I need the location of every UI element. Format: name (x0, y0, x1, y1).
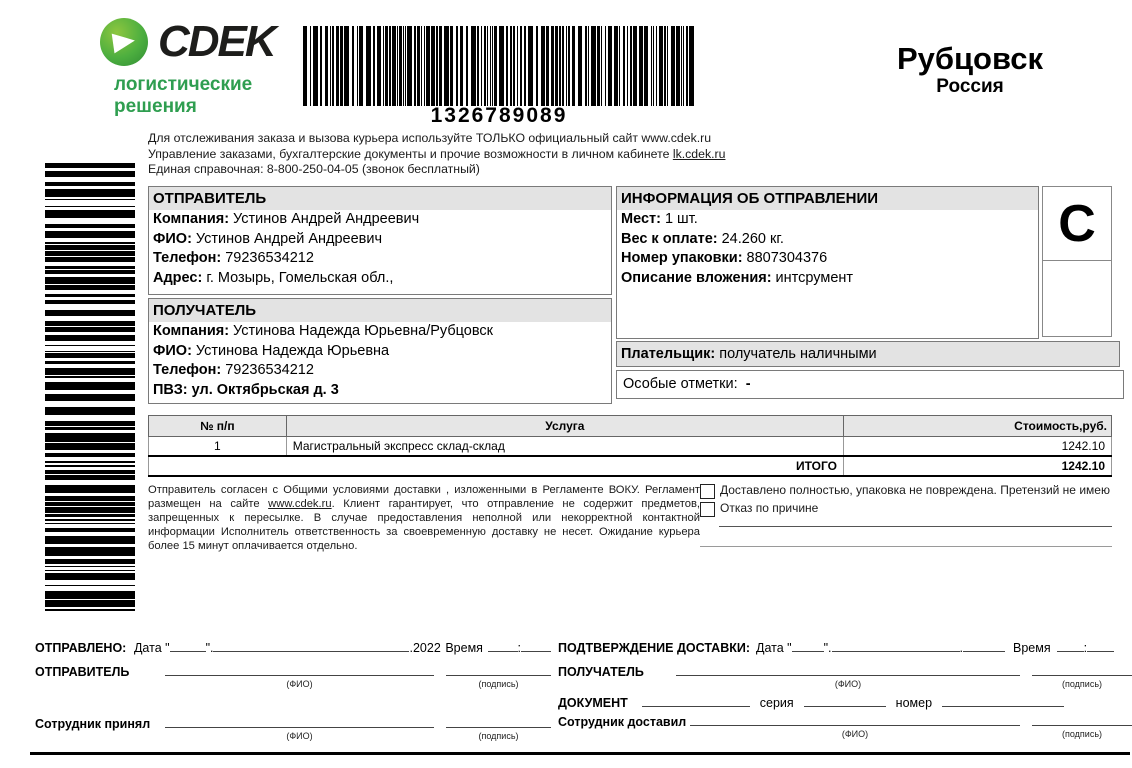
fio-caption: (ФИО) (841, 729, 869, 739)
side-barcode (45, 163, 135, 611)
recipient-signature-captions (676, 679, 1132, 689)
brand-text: CDEK (158, 17, 275, 66)
recipient-title: ПОЛУЧАТЕЛЬ (149, 299, 611, 322)
recipient-pvz-row: ПВЗ: ул. Октябрьская д. 3 (153, 381, 339, 398)
recipient-box (148, 298, 612, 404)
payer-label: Плательщик: (621, 346, 716, 362)
notice-block (148, 131, 848, 178)
fio-caption: (ФИО) (834, 679, 862, 689)
series-blank[interactable] (804, 693, 886, 707)
staff-received-fio-line[interactable] (165, 714, 434, 728)
date-day-blank[interactable] (170, 638, 206, 652)
sender-fio-line[interactable] (165, 662, 434, 676)
col-header-service: Услуга (286, 416, 843, 437)
delivery-confirmation-block (700, 483, 1112, 547)
sender-signature-row (35, 662, 551, 679)
special-marks-label: Особые отметки: (623, 376, 738, 392)
series-label: серия (759, 696, 794, 710)
total-label: ИТОГО (149, 456, 844, 476)
service-num: 1 (149, 437, 287, 457)
notice-line-cabinet: Управление заказами, бухгалтерские документы и прочие возможности в личном кабинете lk.cdek.ru (148, 146, 726, 161)
fio-caption: (ФИО) (286, 679, 313, 689)
dispatched-section (35, 638, 551, 741)
sender-signature-label: ОТПРАВИТЕЛЬ (35, 665, 130, 679)
destination-city: Рубцовск (896, 41, 1044, 76)
date-month-blank[interactable] (213, 638, 409, 652)
staff-received-label: Сотрудник принял (35, 717, 151, 731)
cdek-logo (100, 18, 275, 118)
payer-value: получатель наличными (719, 346, 877, 362)
dispatched-label: ОТПРАВЛЕНО: (35, 641, 127, 655)
cdek-globe-icon (100, 18, 148, 66)
refusal-check-row (700, 501, 1112, 517)
delivery-proof-section (558, 638, 1132, 739)
service-name: Магистральный экспресс склад-склад (286, 437, 843, 457)
delivery-date-year-blank[interactable] (963, 638, 1005, 652)
delivery-time-hh-blank[interactable] (1057, 638, 1084, 652)
table-header-row (149, 416, 1112, 437)
delivered-check-row (700, 483, 1112, 499)
package-number-row: Номер упаковки: 8807304376 (621, 250, 828, 266)
recipient-fio-line[interactable] (676, 662, 1020, 676)
bottom-divider (30, 752, 1130, 755)
notice-line-hotline: Единая справочная: 8-800-250-04-05 (звонок бесплатный) (148, 162, 480, 177)
number-label: номер (895, 696, 933, 710)
document-row (558, 693, 1132, 710)
staff-delivered-label: Сотрудник доставил (558, 715, 687, 729)
total-row (149, 456, 1112, 476)
staff-received-row (35, 714, 551, 731)
destination-block (810, 42, 1130, 98)
sort-letter-box (1042, 186, 1112, 337)
signature-caption: (подпись) (478, 679, 519, 689)
delivered-checkbox[interactable] (700, 484, 715, 499)
sender-fio-row: ФИО: Устинов Андрей Андреевич (153, 230, 383, 247)
sender-sign-line[interactable] (446, 662, 551, 676)
sender-company-row: Компания: Устинов Андрей Андреевич (153, 211, 420, 227)
shipment-info-box (616, 186, 1039, 339)
notice-line-tracking: Для отслеживания заказа и вызова курьера используйте ТОЛЬКО официальный сайт www.cdek.ru (148, 131, 712, 145)
shipment-info-title: ИНФОРМАЦИЯ ОБ ОТПРАВЛЕНИИ (617, 187, 1038, 210)
col-header-cost: Стоимость,руб. (843, 416, 1111, 437)
service-row (149, 437, 1112, 457)
signature-caption: (подпись) (478, 731, 519, 741)
delivery-confirmation-label: ПОДТВЕРЖДЕНИЕ ДОСТАВКИ: (558, 641, 751, 655)
dispatched-row: ОТПРАВЛЕНО: Дата " ". .2022 Время : (35, 638, 551, 655)
staff-delivered-fio-line[interactable] (690, 712, 1020, 726)
refusal-checkbox[interactable] (700, 502, 715, 517)
refusal-reason-line[interactable] (719, 525, 1112, 527)
service-cost: 1242.10 (843, 437, 1111, 457)
recipient-company-row: Компания: Устинова Надежда Юрьевна/Рубцовск (153, 323, 493, 339)
signature-caption: (подпись) (1061, 729, 1103, 739)
sender-address-row: Адрес: г. Мозырь, Гомельская обл., (153, 269, 394, 286)
sort-letter: C (1043, 187, 1111, 261)
cdek-site-link[interactable]: www.cdek.ru (268, 497, 332, 510)
document-label: ДОКУМЕНТ (558, 696, 628, 710)
special-marks-value: - (745, 376, 751, 392)
terms-paragraph: Отправитель согласен с Общими условиями доставки , изложенными в Регламенте ВОКУ. Регламент размещен на сайте www.cdek.ru. Клиент гарантирует, что отправление не содержит предметов, запрещенных к пересылке. В случае предоставления неполной или некорректной контактной информации Исполнитель ответственность за своевременную доставку не несет. Ожидание курьера более 15 минут оплачивается отдельно. (148, 484, 700, 552)
staff-received-sign-line[interactable] (446, 714, 551, 728)
col-header-num: № п/п (149, 416, 287, 437)
recipient-sign-line[interactable] (1032, 662, 1132, 676)
lk-cdek-link[interactable]: lk.cdek.ru (672, 146, 726, 161)
logo-tagline: логистические решения (114, 74, 253, 117)
delivered-checkbox-label: Доставлено полностью, упаковка не повреждена. Претензий не имею (720, 483, 1110, 497)
fio-caption: (ФИО) (286, 731, 313, 741)
number-blank[interactable] (942, 693, 1064, 707)
sender-phone-row: Телефон: 79236534212 (153, 250, 314, 266)
delivery-date-month-blank[interactable] (832, 638, 960, 652)
staff-delivered-row (558, 712, 1132, 729)
recipient-phone-row: Телефон: 79236534212 (153, 362, 314, 378)
special-marks-box (616, 370, 1124, 399)
signature-caption: (подпись) (1061, 679, 1103, 689)
contents-row: Описание вложения: интсрумент (621, 269, 854, 286)
weight-row: Вес к оплате: 24.260 кг. (621, 230, 784, 247)
delivery-date-day-blank[interactable] (792, 638, 824, 652)
delivery-time-mm-blank[interactable] (1087, 638, 1114, 652)
sender-title: ОТПРАВИТЕЛЬ (149, 187, 611, 210)
total-value: 1242.10 (843, 456, 1111, 476)
payer-bar (616, 341, 1120, 367)
destination-country: Россия (936, 76, 1004, 97)
staff-delivered-sign-line[interactable] (1032, 712, 1132, 726)
recipient-signature-label: ПОЛУЧАТЕЛЬ (558, 665, 644, 679)
section-divider (700, 545, 1112, 547)
document-blank[interactable] (642, 693, 750, 707)
parcel-barcode (303, 26, 695, 106)
recipient-signature-row (558, 662, 1132, 679)
delivery-confirmation-row: ПОДТВЕРЖДЕНИЕ ДОСТАВКИ: Дата " ". . Время : (558, 638, 1132, 655)
time-mm-blank[interactable] (521, 638, 551, 652)
places-row: Мест: 1 шт. (621, 211, 698, 227)
time-hh-blank[interactable] (488, 638, 518, 652)
recipient-fio-row: ФИО: Устинова Надежда Юрьевна (153, 342, 390, 359)
staff-received-captions (165, 731, 551, 741)
services-table (148, 415, 1112, 477)
refusal-checkbox-label: Отказ по причине (720, 501, 819, 515)
barcode-number: 1326789089 (430, 104, 568, 127)
sender-box (148, 186, 612, 295)
sender-signature-captions (165, 679, 551, 689)
staff-delivered-captions (690, 729, 1132, 739)
